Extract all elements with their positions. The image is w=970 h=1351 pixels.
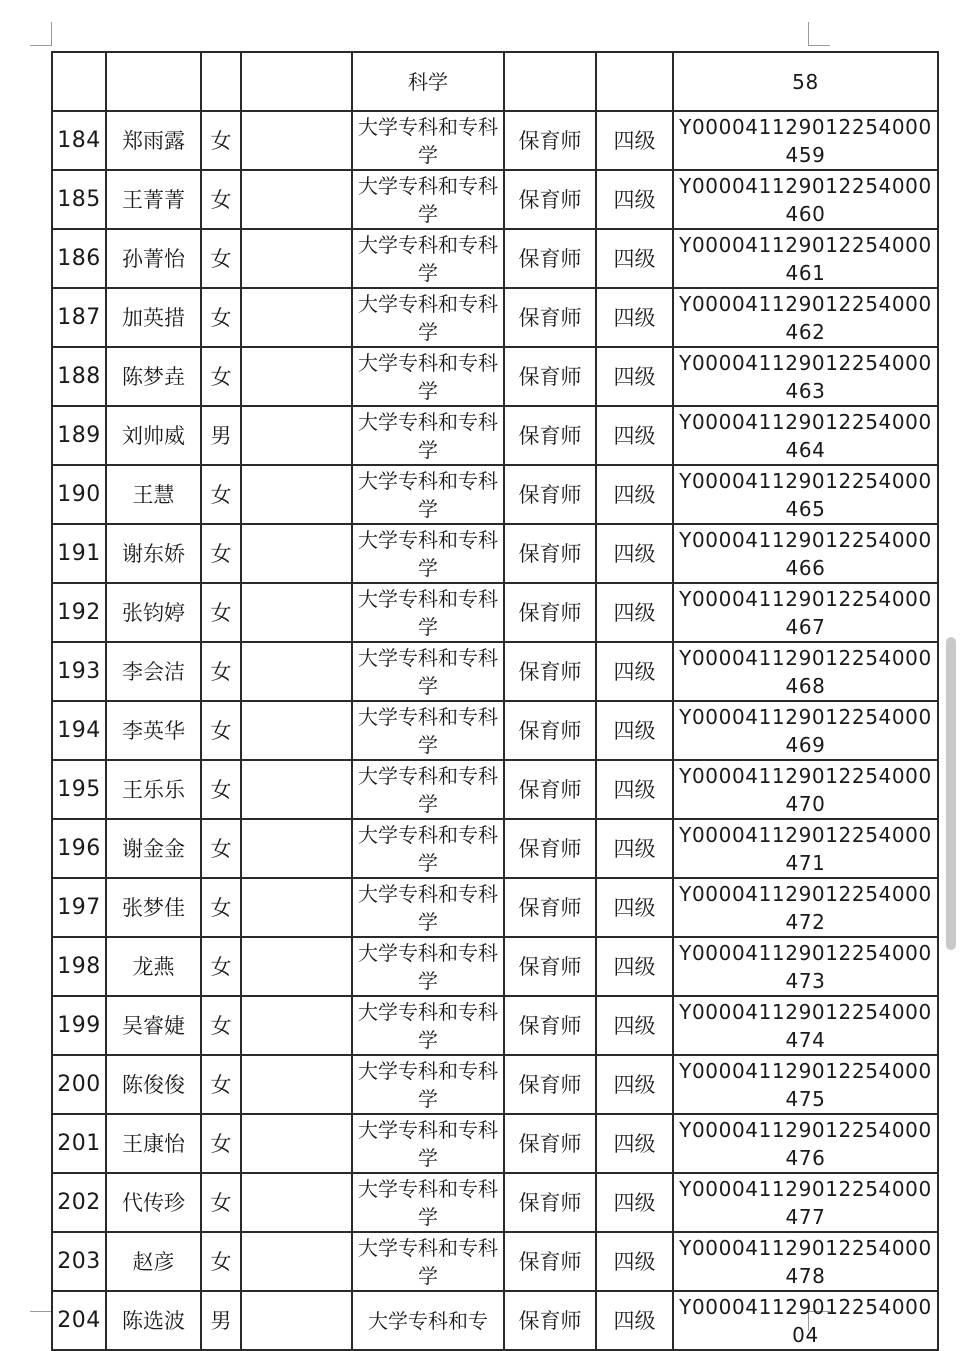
cell-certificate-no: Y000041129012254000466	[673, 524, 938, 583]
cell-name: 龙燕	[106, 937, 201, 996]
cell-occupation: 保育师	[504, 937, 596, 996]
cell-certificate-no: Y000041129012254000474	[673, 996, 938, 1055]
table-row	[52, 996, 938, 1055]
cell-level: 四级	[596, 524, 673, 583]
cell-level: 四级	[596, 111, 673, 170]
cell-certificate-no: Y00004112901225400004	[673, 1291, 938, 1350]
cell-gender: 女	[201, 465, 241, 524]
cell-extra	[241, 406, 352, 465]
cell-certificate-no: Y000041129012254000463	[673, 347, 938, 406]
cell-no: 193	[52, 642, 106, 701]
table-row	[52, 583, 938, 642]
cell-no: 194	[52, 701, 106, 760]
table-row	[52, 524, 938, 583]
cell-certificate-no: Y000041129012254000460	[673, 170, 938, 229]
crop-mark-top-right-v	[808, 22, 809, 46]
cell-extra	[241, 701, 352, 760]
cell-gender: 女	[201, 819, 241, 878]
cell-no: 204	[52, 1291, 106, 1350]
cell-no: 196	[52, 819, 106, 878]
crop-mark-bottom-left-h	[30, 1311, 52, 1312]
cell-name: 吴睿婕	[106, 996, 201, 1055]
table-row	[52, 170, 938, 229]
cell-no: 199	[52, 996, 106, 1055]
cell-gender: 女	[201, 1232, 241, 1291]
cell-education: 大学专科和专科学	[352, 170, 504, 229]
cell-level: 四级	[596, 406, 673, 465]
cell-name: 李英华	[106, 701, 201, 760]
cell-education: 大学专科和专科学	[352, 937, 504, 996]
cell-level: 四级	[596, 760, 673, 819]
cell-occupation: 保育师	[504, 1232, 596, 1291]
cell-no: 197	[52, 878, 106, 937]
cell-name	[106, 52, 201, 111]
cell-level: 四级	[596, 937, 673, 996]
cell-extra	[241, 170, 352, 229]
cell-occupation: 保育师	[504, 111, 596, 170]
cell-extra	[241, 1114, 352, 1173]
table-row	[52, 1173, 938, 1232]
cell-education: 大学专科和专科学	[352, 701, 504, 760]
cell-extra	[241, 1173, 352, 1232]
cell-name: 王慧	[106, 465, 201, 524]
cell-gender: 女	[201, 1055, 241, 1114]
cell-occupation: 保育师	[504, 701, 596, 760]
cell-no: 190	[52, 465, 106, 524]
cell-extra	[241, 52, 352, 111]
cell-occupation: 保育师	[504, 819, 596, 878]
cell-certificate-no: Y000041129012254000473	[673, 937, 938, 996]
cell-occupation: 保育师	[504, 406, 596, 465]
cell-extra	[241, 111, 352, 170]
cell-extra	[241, 1232, 352, 1291]
cell-name: 王菁菁	[106, 170, 201, 229]
cell-level: 四级	[596, 701, 673, 760]
table-row	[52, 760, 938, 819]
cell-name: 陈俊俊	[106, 1055, 201, 1114]
cell-certificate-no: Y000041129012254000477	[673, 1173, 938, 1232]
cell-no: 186	[52, 229, 106, 288]
cell-occupation: 保育师	[504, 170, 596, 229]
cell-gender: 女	[201, 1114, 241, 1173]
cell-gender: 女	[201, 583, 241, 642]
cell-education: 大学专科和专科学	[352, 760, 504, 819]
cell-name: 刘帅威	[106, 406, 201, 465]
cell-certificate-no: Y000041129012254000467	[673, 583, 938, 642]
cell-no: 192	[52, 583, 106, 642]
cell-education: 大学专科和专科学	[352, 878, 504, 937]
cell-education: 大学专科和专科学	[352, 406, 504, 465]
cell-education: 大学专科和专科学	[352, 524, 504, 583]
cell-certificate-no: 58	[673, 52, 938, 111]
cell-occupation: 保育师	[504, 583, 596, 642]
cell-name: 孙菁怡	[106, 229, 201, 288]
cell-extra	[241, 465, 352, 524]
cell-education: 大学专科和专科学	[352, 1232, 504, 1291]
cell-certificate-no: Y000041129012254000471	[673, 819, 938, 878]
cell-education: 大学专科和专科学	[352, 347, 504, 406]
cell-no: 195	[52, 760, 106, 819]
cell-gender: 女	[201, 524, 241, 583]
cell-gender	[201, 52, 241, 111]
table-row	[52, 819, 938, 878]
cell-level: 四级	[596, 583, 673, 642]
cell-level	[596, 52, 673, 111]
cell-gender: 女	[201, 1173, 241, 1232]
cell-gender: 女	[201, 996, 241, 1055]
cell-name: 张梦佳	[106, 878, 201, 937]
cell-occupation: 保育师	[504, 465, 596, 524]
cell-extra	[241, 229, 352, 288]
table-row	[52, 1055, 938, 1114]
cell-level: 四级	[596, 996, 673, 1055]
cell-gender: 女	[201, 937, 241, 996]
cell-name: 加英措	[106, 288, 201, 347]
cell-occupation: 保育师	[504, 1291, 596, 1350]
cell-education: 大学专科和专科学	[352, 1173, 504, 1232]
cell-occupation: 保育师	[504, 1173, 596, 1232]
cell-name: 李会洁	[106, 642, 201, 701]
cell-no: 202	[52, 1173, 106, 1232]
cell-name: 张钧婷	[106, 583, 201, 642]
table-row	[52, 406, 938, 465]
cell-no: 198	[52, 937, 106, 996]
table-row	[52, 937, 938, 996]
crop-mark-top-left-v	[51, 22, 52, 46]
cell-certificate-no: Y000041129012254000478	[673, 1232, 938, 1291]
cell-no: 185	[52, 170, 106, 229]
cell-education: 大学专科和专科学	[352, 111, 504, 170]
cell-occupation: 保育师	[504, 229, 596, 288]
cell-extra	[241, 996, 352, 1055]
cell-certificate-no: Y000041129012254000462	[673, 288, 938, 347]
table-row	[52, 229, 938, 288]
cell-occupation	[504, 52, 596, 111]
certificate-table	[51, 51, 939, 1351]
table-row-partial	[52, 52, 938, 111]
cell-level: 四级	[596, 1291, 673, 1350]
table-row	[52, 701, 938, 760]
cell-gender: 女	[201, 288, 241, 347]
cell-level: 四级	[596, 229, 673, 288]
cell-name: 代传珍	[106, 1173, 201, 1232]
cell-education: 大学专科和专科学	[352, 465, 504, 524]
crop-mark-top-left-h	[30, 45, 52, 46]
cell-education: 大学专科和专科学	[352, 288, 504, 347]
cell-extra	[241, 347, 352, 406]
cell-extra	[241, 1291, 352, 1350]
cell-certificate-no: Y000041129012254000469	[673, 701, 938, 760]
cell-no: 201	[52, 1114, 106, 1173]
table-row	[52, 1232, 938, 1291]
cell-certificate-no: Y000041129012254000461	[673, 229, 938, 288]
table-row	[52, 1291, 938, 1350]
cell-education: 大学专科和专科学	[352, 642, 504, 701]
cell-name: 郑雨露	[106, 111, 201, 170]
cell-gender: 女	[201, 642, 241, 701]
cell-education: 大学专科和专科学	[352, 1055, 504, 1114]
cell-occupation: 保育师	[504, 878, 596, 937]
cell-gender: 女	[201, 878, 241, 937]
cell-gender: 女	[201, 229, 241, 288]
cell-occupation: 保育师	[504, 347, 596, 406]
cell-no: 189	[52, 406, 106, 465]
cell-certificate-no: Y000041129012254000464	[673, 406, 938, 465]
cell-level: 四级	[596, 170, 673, 229]
cell-occupation: 保育师	[504, 524, 596, 583]
cell-gender: 男	[201, 406, 241, 465]
cell-certificate-no: Y000041129012254000470	[673, 760, 938, 819]
cell-occupation: 保育师	[504, 996, 596, 1055]
cell-no: 203	[52, 1232, 106, 1291]
cell-extra	[241, 583, 352, 642]
cell-education: 大学专科和专科学	[352, 996, 504, 1055]
cell-name: 陈梦垚	[106, 347, 201, 406]
cell-gender: 女	[201, 760, 241, 819]
cell-name: 赵彦	[106, 1232, 201, 1291]
cell-occupation: 保育师	[504, 642, 596, 701]
cell-extra	[241, 642, 352, 701]
cell-name: 谢金金	[106, 819, 201, 878]
cell-gender: 女	[201, 170, 241, 229]
cell-no: 191	[52, 524, 106, 583]
cell-education: 科学	[352, 52, 504, 111]
cell-extra	[241, 878, 352, 937]
cell-level: 四级	[596, 465, 673, 524]
cell-level: 四级	[596, 347, 673, 406]
table-row	[52, 642, 938, 701]
cell-name: 陈选波	[106, 1291, 201, 1350]
cell-extra	[241, 524, 352, 583]
table-row	[52, 288, 938, 347]
cell-occupation: 保育师	[504, 288, 596, 347]
cell-extra	[241, 1055, 352, 1114]
cell-certificate-no: Y000041129012254000472	[673, 878, 938, 937]
cell-occupation: 保育师	[504, 1114, 596, 1173]
cell-certificate-no: Y000041129012254000475	[673, 1055, 938, 1114]
table-row	[52, 347, 938, 406]
cell-level: 四级	[596, 1173, 673, 1232]
table-row	[52, 111, 938, 170]
cell-education: 大学专科和专	[352, 1291, 504, 1350]
cell-occupation: 保育师	[504, 760, 596, 819]
table-row	[52, 878, 938, 937]
cell-extra	[241, 288, 352, 347]
cell-level: 四级	[596, 819, 673, 878]
cell-education: 大学专科和专科学	[352, 583, 504, 642]
cell-extra	[241, 760, 352, 819]
cell-no: 184	[52, 111, 106, 170]
cell-no: 200	[52, 1055, 106, 1114]
cell-gender: 男	[201, 1291, 241, 1350]
table-body	[52, 52, 938, 1350]
cell-no: 187	[52, 288, 106, 347]
cell-name: 王乐乐	[106, 760, 201, 819]
cell-level: 四级	[596, 878, 673, 937]
cell-level: 四级	[596, 1055, 673, 1114]
table-row	[52, 1114, 938, 1173]
cell-level: 四级	[596, 642, 673, 701]
cell-occupation: 保育师	[504, 1055, 596, 1114]
cell-certificate-no: Y000041129012254000465	[673, 465, 938, 524]
cell-name: 王康怡	[106, 1114, 201, 1173]
cell-gender: 女	[201, 347, 241, 406]
cell-no: 188	[52, 347, 106, 406]
cell-level: 四级	[596, 288, 673, 347]
cell-extra	[241, 819, 352, 878]
cell-level: 四级	[596, 1232, 673, 1291]
cell-name: 谢东娇	[106, 524, 201, 583]
cell-extra	[241, 937, 352, 996]
table-row	[52, 465, 938, 524]
cell-education: 大学专科和专科学	[352, 1114, 504, 1173]
cell-education: 大学专科和专科学	[352, 819, 504, 878]
cell-certificate-no: Y000041129012254000459	[673, 111, 938, 170]
crop-mark-top-right-h	[808, 45, 830, 46]
cell-certificate-no: Y000041129012254000476	[673, 1114, 938, 1173]
cell-certificate-no: Y000041129012254000468	[673, 642, 938, 701]
cell-education: 大学专科和专科学	[352, 229, 504, 288]
vertical-scrollbar-thumb[interactable]	[946, 637, 956, 950]
cell-gender: 女	[201, 701, 241, 760]
cell-no	[52, 52, 106, 111]
cell-gender: 女	[201, 111, 241, 170]
cell-level: 四级	[596, 1114, 673, 1173]
